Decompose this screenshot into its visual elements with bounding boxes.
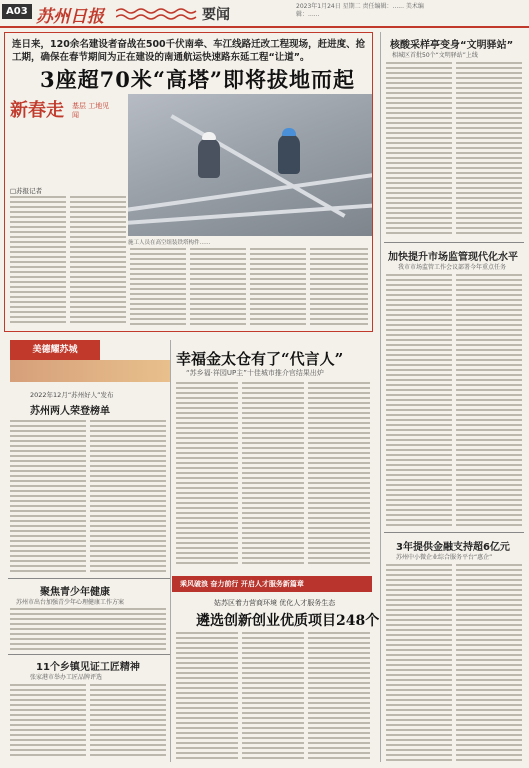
skyline-illustration: [10, 360, 170, 382]
body-text: [10, 608, 166, 652]
lead-photo[interactable]: [128, 94, 372, 236]
body-text: [250, 248, 306, 326]
body-text: [386, 62, 452, 238]
body-text: [386, 564, 452, 762]
body-text: [308, 382, 370, 570]
right-story2-subtitle: 我市市场监管工作会议部署今年重点任务: [398, 264, 507, 271]
wave-ornament-icon: [116, 7, 198, 21]
worker-figure: [278, 134, 300, 174]
body-text: [10, 196, 66, 326]
column-divider: [380, 32, 381, 762]
column-divider: [170, 340, 171, 762]
worker-figure: [198, 138, 220, 178]
middle-story1-subtitle: “苏乡福·祥园UP主”十佳城市推介官结果出炉: [186, 369, 324, 377]
column-badge: [10, 96, 118, 150]
body-text: [190, 248, 246, 326]
body-text: [10, 420, 86, 576]
lead-paragraph: 连日来，120余名建设者奋战在500千伏南牵、车江线路迁改工程现场，赶进度、抢工期，确保在春节期间为正在建设的南通航运快速路东延工程“让道”。: [12, 39, 366, 63]
middle-story2-kicker: 姑苏区着力营商环境 优化人才服务生态: [214, 599, 336, 607]
body-text: [10, 684, 86, 762]
right-story3-subtitle: 苏州中小微企业综合服务平台“惠企”: [396, 554, 493, 561]
right-story2-title[interactable]: 加快提升市场监管现代化水平: [388, 252, 518, 263]
section-divider: [384, 532, 524, 533]
newspaper-logo: 苏州日报: [36, 7, 104, 27]
body-text: [130, 248, 186, 326]
body-text: [90, 420, 166, 576]
left-story2-subtitle: 苏州市出台加强青少年心理健康工作方案: [16, 599, 125, 606]
body-text: [456, 564, 522, 762]
body-text: [308, 632, 370, 762]
badge-title: 新春走: [10, 100, 64, 121]
body-text: [70, 196, 126, 326]
body-text: [90, 684, 166, 762]
body-text: [456, 274, 522, 530]
middle-story1-title[interactable]: 幸福金太仓有了“代言人”: [176, 350, 344, 368]
byline: □苏报记者: [10, 187, 43, 195]
masthead: [0, 0, 529, 28]
badge-subtitle: 基层 工地见闻: [72, 102, 110, 119]
left-story3-subtitle: 张家港市举办工匠品牌评选: [30, 674, 103, 681]
steel-beam: [170, 114, 345, 217]
left-story1-subtitle: 2022年12月“苏州好人”发布: [30, 391, 114, 399]
page-number: A03: [2, 4, 32, 19]
left-story3-title[interactable]: 11个乡镇见证工匠精神: [36, 662, 140, 673]
section-divider: [8, 654, 170, 655]
section-divider: [384, 242, 524, 243]
middle-story2-title[interactable]: 遴选创新创业优质项目248个: [196, 613, 380, 629]
section-title: 要闻: [202, 7, 230, 23]
lead-headline[interactable]: 3座超70米“高塔”即将拔地而起: [40, 67, 355, 92]
body-text: [386, 274, 452, 530]
date-line: 2023年1月24日 星期二 责任编辑：...... 美术编辑：......: [296, 3, 424, 18]
right-story1-title[interactable]: 核酸采样亭变身“文明驿站”: [390, 40, 514, 51]
body-text: [456, 62, 522, 238]
body-text: [242, 382, 304, 570]
feature-banner: 美德耀苏城: [10, 340, 100, 360]
body-text: [242, 632, 304, 762]
right-story1-subtitle: 相城区首批50个“文明驿站”上线: [392, 52, 478, 59]
body-text: [310, 248, 368, 326]
left-story1-title[interactable]: 苏州两人荣登榜单: [30, 406, 110, 417]
photo-caption: 施工人员在高空组装铁塔构件……: [128, 240, 211, 246]
section-divider: [8, 578, 170, 579]
body-text: [176, 632, 238, 762]
left-story2-title[interactable]: 聚焦青少年健康: [40, 587, 110, 598]
topic-stripe-text: 乘风破浪 奋力前行 开启人才服务新篇章: [180, 580, 304, 588]
body-text: [176, 382, 238, 570]
helmet-icon: [282, 128, 296, 136]
helmet-icon: [202, 132, 216, 140]
right-story3-title[interactable]: 3年提供金融支持超6亿元: [396, 542, 510, 553]
